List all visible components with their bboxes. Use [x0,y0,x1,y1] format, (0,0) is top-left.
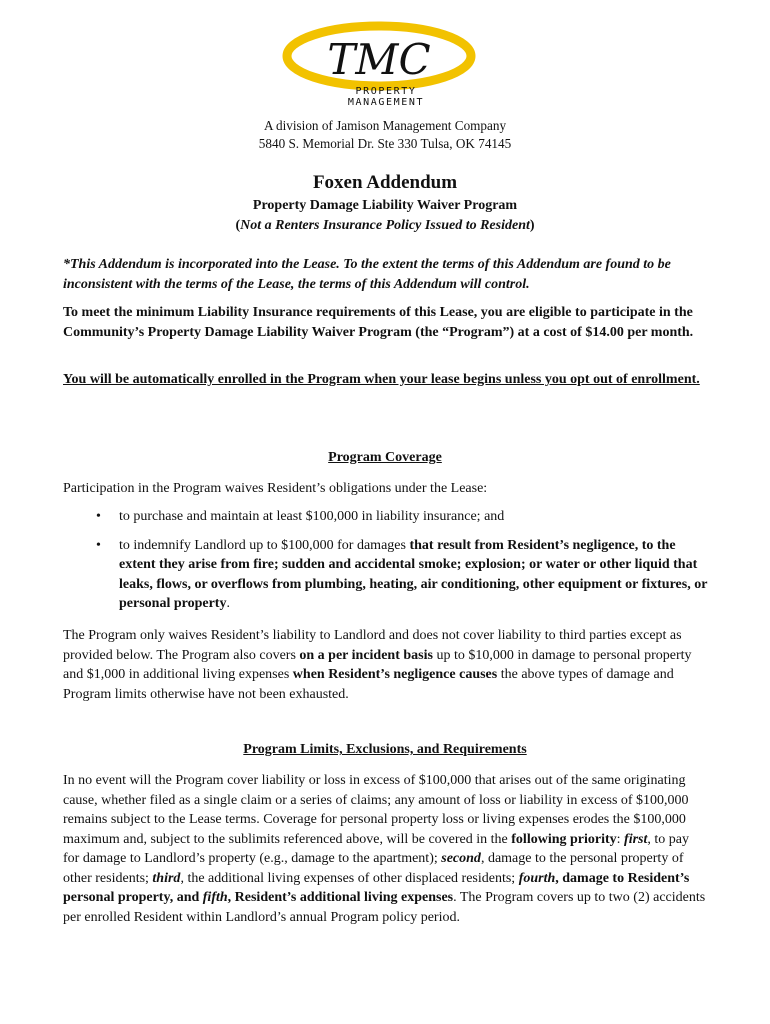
document-title: Foxen Addendum [312,172,458,193]
section-heading-limits: Program Limits, Exclusions, and Requirements [243,742,527,757]
eligibility-paragraph: To meet the minimum Liability Insurance requirements of this Lease, you are eligible to participate in the Community’s Property Damage Liability Waiver Program (the “Program”) at a cost of $14.00 per month. [63,305,694,340]
address-line: 5840 S. Memorial Dr. Ste 330 Tulsa, OK 74145 [258,136,512,151]
addendum-notice: *This Addendum is incorporated into the Lease. To the extent the terms of this Addendum are found to be inconsistent with the terms of the Lease, the terms of this Addendum will control. [63,257,671,292]
coverage-details-paragraph: The Program only waives Resident’s liability to Landlord and does not cover liability to third parties except as provided below. The Program also covers on a per incident basis up to $10,000 in damage to personal property and $1,000 in additional living expenses when Resident’s negligence causes the above types of damage and Program limits otherwise have not been exhausted. [63,628,692,702]
coverage-intro: Participation in the Program waives Resident’s obligations under the Lease: [63,481,488,496]
bullet-icon: • [96,537,101,553]
list-item: • to purchase and maintain at least $100,000 in liability insurance; and [63,507,708,527]
document-subtitle [0,196,770,236]
program-name: Property Damage Liability Waiver Program [252,198,518,213]
logo-script-text: TMC [327,35,431,84]
coverage-list [63,507,708,623]
bullet-icon: • [96,509,101,524]
section-heading-coverage: Program Coverage [328,450,442,465]
policy-disclaimer: (Not a Renters Insurance Policy Issued to Resident) [235,218,535,233]
company-header [0,117,770,153]
auto-enroll-notice: You will be automatically enrolled in the Program when your lease begins unless you opt out of enrollment. [63,372,700,387]
list-item: • to indemnify Landlord up to $100,000 for damages that result from Resident’s negligence, to the extent they arise from fire; sudden and accidental smoke; explosion; or water or other liquid that leaks, flows, or overflows from plumbing, heating, air conditioning, other equipment or fixtures, or personal property. [96,537,708,611]
logo-subtitle: PROPERTY MANAGEMENT [347,86,425,108]
division-line: A division of Jamison Management Company [263,118,507,133]
limits-paragraph: In no event will the Program cover liability or loss in excess of $100,000 that arises out of the same originating cause, whether filed as a single claim or a series of claims; any amount of loss or liability in excess of $100,000 remains subject to the Lease terms. Coverage for personal property loss or living expenses erodes the $100,000 maximum and, subject to the sublimits referenced above, will be covered in the following priority: first, to pay for damage to Landlord’s property (e.g., damage to the apartment); second, damage to the personal property of other residents; third, the additional living expenses of other displaced residents; fourth, damage to Resident’s personal property, and fifth, Resident’s additional living expenses. The Program covers up to two (2) accidents per enrolled Resident within Landlord’s annual Program policy period. [63,773,706,925]
